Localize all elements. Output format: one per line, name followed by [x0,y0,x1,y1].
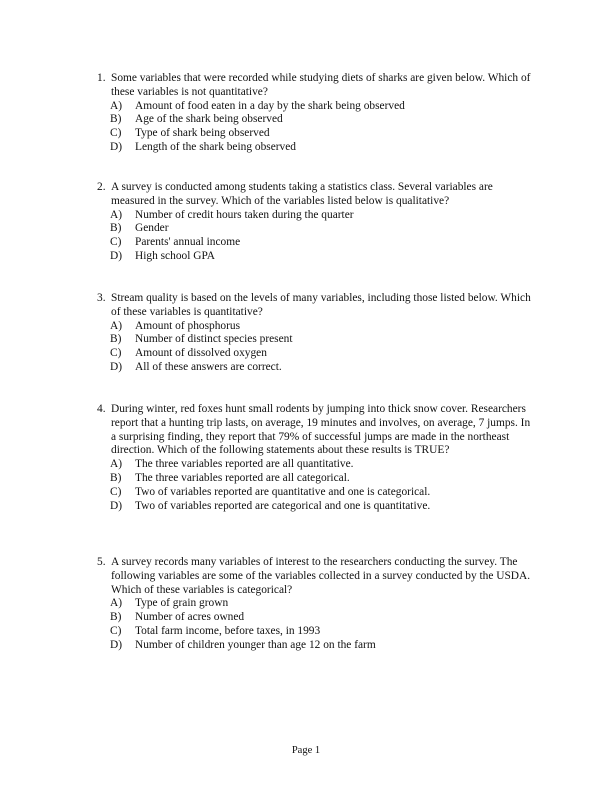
option-letter: C) [110,127,122,140]
question-number: 5. [97,556,106,568]
option-letter: D) [110,499,123,512]
question-5 [97,556,537,653]
option-text: Parents' annual income [135,236,241,249]
option-b [110,113,537,127]
option-letter: A) [110,319,123,332]
option-d [110,361,537,375]
question-4 [97,403,537,513]
option-c [110,347,537,361]
option-text: Number of credit hours taken during the quarter [135,208,354,221]
option-c [110,486,537,500]
option-letter: B) [110,333,122,346]
option-text: Type of shark being observed [135,127,270,140]
option-letter: C) [110,347,122,360]
page-number: Page 1 [291,745,321,756]
option-letter: A) [110,208,123,221]
option-c [110,236,537,250]
option-letter: D) [110,140,123,153]
option-a [110,458,537,472]
option-letter: D) [110,638,123,651]
option-text: Number of children younger than age 12 on the farm [135,638,376,651]
option-text: Two of variables reported are categorical and one is quantitative. [135,499,431,512]
option-letter: A) [110,99,123,112]
question-text: Stream quality is based on the levels of many variables, including those listed below. Which of these variables is quantitative? [111,292,531,318]
option-c [110,625,537,639]
option-text: Amount of dissolved oxygen [135,347,267,360]
option-letter: B) [110,222,122,235]
option-d [110,500,537,514]
question-number: 4. [97,403,106,415]
option-letter: D) [110,249,123,262]
question-number: 2. [97,181,106,193]
question-1 [97,72,537,155]
option-d [110,141,537,155]
option-a [110,100,537,114]
option-text: Total farm income, before taxes, in 1993 [135,624,321,637]
option-a [110,320,537,334]
option-letter: C) [110,236,122,249]
question-text: A survey is conducted among students taking a statistics class. Several variables are measured in the survey. Which of the variables listed below is qualitative? [111,181,493,207]
option-text: Type of grain grown [135,597,229,610]
option-text: Length of the shark being observed [135,140,297,153]
option-a [110,597,537,611]
option-letter: A) [110,597,123,610]
option-text: Age of the shark being observed [135,113,283,126]
option-b [110,333,537,347]
answer-options [97,597,537,652]
option-text: The three variables reported are all categorical. [135,471,350,484]
question-text: During winter, red foxes hunt small rodents by jumping into thick snow cover. Researchers report that a hunting trip lasts, on average, 19 minutes and involves, on average, 7 jumps. In a surprising finding, they report that 79% of successful jumps are made in the northeast direction. Which of the following statements about these results is TRUE? [111,403,531,457]
option-a [110,209,537,223]
answer-options [97,320,537,375]
option-b [110,472,537,486]
option-c [110,127,537,141]
option-letter: A) [110,458,123,471]
question-text: A survey records many variables of interest to the researchers conducting the survey. The following variables are some of the variables collected in a survey conducted by the USDA. Which of these variables is categorical? [111,556,531,596]
option-text: Number of acres owned [135,611,245,624]
option-letter: B) [110,471,122,484]
option-b [110,222,537,236]
question-number: 3. [97,292,106,304]
answer-options [97,209,537,264]
option-letter: D) [110,360,123,373]
option-letter: C) [110,624,122,637]
option-b [110,611,537,625]
option-d [110,250,537,264]
option-text: Two of variables reported are quantitative and one is categorical. [135,485,431,498]
option-text: High school GPA [135,249,215,262]
option-d [110,639,537,653]
option-text: Number of distinct species present [135,333,293,346]
option-text: Gender [135,222,169,235]
answer-options [97,458,537,513]
option-text: Amount of food eaten in a day by the shark being observed [135,99,405,112]
option-text: All of these answers are correct. [135,360,282,373]
question-3 [97,292,537,375]
option-letter: C) [110,485,122,498]
option-text: Amount of phosphorus [135,319,241,332]
option-text: The three variables reported are all quantitative. [135,458,354,471]
option-letter: B) [110,113,122,126]
question-number: 1. [97,72,106,84]
question-2 [97,181,537,264]
question-text: Some variables that were recorded while studying diets of sharks are given below. Which of these variables is not quantitative? [111,72,531,98]
answer-options [97,100,537,155]
option-letter: B) [110,611,122,624]
